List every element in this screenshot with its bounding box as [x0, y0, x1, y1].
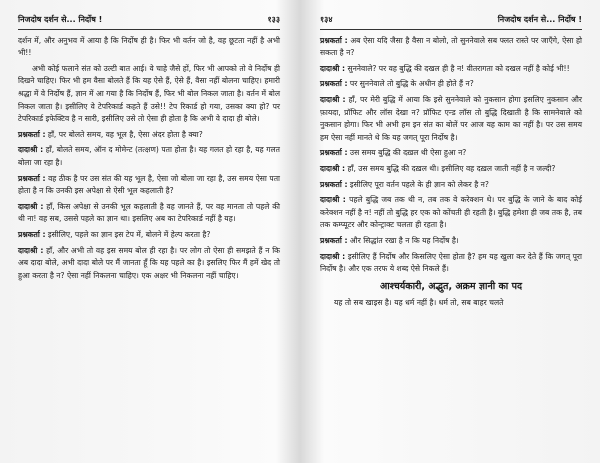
speaker-label: दादाश्री :	[320, 163, 346, 173]
dialogue-question: प्रश्नकर्ता : वह ठीक है पर उस संत की यह भूल है, ऐसा जो बोला जा रहा है, उस समय ऐसा पता होता है न कि उनकी इस अपेक्षा से ऐसी भूल कहलाती है?	[18, 173, 280, 196]
paragraph: दर्शन में, और अनुभव में आया है कि निर्दोष ही है। फिर भी वर्तन जो है, वह छूटता नहीं है अभी भी!!	[18, 35, 280, 58]
paragraph: अभी कोई फलाने संत को उल्टी बात आई। वे चाहे जैसे हों, फिर भी आपको तो वे निर्दोष ही दिखने चाहिए। फिर भी हम वैसा बोलते हैं कि यह ऐसे हैं, ऐसे हैं, वैसा नहीं बोलना चाहिए। हमारी श्रद्धा में वे निर्दोष हैं, ज्ञान में आ गया है कि निर्दोष हैं, फिर भी बोल निकल जाता है। वर्तन में बोल निकल जाता है। इसीलिए वे टेपरिकार्ड कहते हैं उसे!! टेप रिकार्ड हो गया, उसका क्या हो? पर टेपरिकार्ड इफेक्टिव है न सारी, इसीलिए उसे तो ऐसा ही होता है कि अभी वे दादा ही बोले।	[18, 63, 280, 124]
speaker-label: प्रश्नकर्ता :	[18, 173, 46, 183]
speaker-label: प्रश्नकर्ता :	[320, 179, 348, 189]
speaker-label: दादाश्री :	[18, 245, 44, 255]
speaker-label: दादाश्री :	[320, 63, 346, 73]
left-page-header	[18, 14, 280, 30]
dialogue-question: प्रश्नकर्ता : अब ऐसा यदि जैसा है वैसा न बोलो, तो सुननेवाले सब फ्लत रास्ते पर जाएँगे, ऐसा हो सकता है न?	[320, 35, 582, 58]
speaker-label: दादाश्री :	[320, 195, 346, 205]
dialogue-answer: दादाश्री : हाँ, उस समय बुद्धि की दख़ल थी। इसीलिए वह दख़ल जाती नहीं है न जल्दी?	[320, 163, 556, 173]
dialogue-answer: दादाश्री : सुननेवाले? पर वह बुद्धि की दखल ही है न! वीतरागता को दखल नहीं है कोई भी!!	[320, 63, 570, 73]
left-header-title: निजदोष दर्शन से... निर्दोष !	[18, 15, 103, 24]
dialogue-question: प्रश्नकर्ता : पर सुननेवाले तो बुद्धि के अधीन ही होते हैं न?	[320, 79, 474, 89]
right-page	[320, 14, 582, 454]
dialogue-question: प्रश्नकर्ता : और सिद्धांत रखा है न कि यह निर्दोष है।	[320, 235, 459, 245]
speaker-label: दादाश्री :	[18, 201, 44, 211]
dialogue-answer: दादाश्री : पहले बुद्धि जब तक थी न, तब तक वे करेक्शन थे। पर बुद्धि के जाने के बाद कोई करेक्शन नहीं है न! नहीं तो बुद्धि हर एक को कोंचती ही रहती है। बुद्धि हमेशा ही जब तक है, तब तक कम्प्यूटर और कोन्ट्राक्ट चलता ही रहता है।	[320, 195, 582, 230]
right-header-title: निजदोष दर्शन से... निर्दोष !	[497, 15, 582, 24]
dialogue-answer: दादाश्री : हाँ, और अभी तो वह इस समय बोल ही रहा है। पर लोग तो ऐसा ही समझते हैं न कि अब दादा बोले, अभी दादा बोले पर मैं जानता हूँ कि यह पहले का है। इसलिए फिर मैं हमें खेद तो हुआ करता है न? ऐसा नहीं निकलना चाहिए। एक अक्षर भी निकलना नहीं चाहिए।	[18, 245, 281, 280]
left-page-number: १३३	[267, 15, 280, 24]
dialogue-answer: दादाश्री : इसीलिए हैं निर्दोष और किसलिए ऐसा होता है? हम यह खुला कर देते हैं कि जगत् पूरा निर्दोष है। और एक तरफ ये शब्द ऐसे निकले हैं।	[320, 251, 583, 274]
right-page-number: १३४	[320, 15, 333, 24]
right-page-header	[320, 14, 582, 30]
speaker-label: प्रश्नकर्ता :	[320, 235, 348, 245]
dialogue-question: प्रश्नकर्ता : इसीलिए, पहले का ज्ञान इस टेप में, बोलने में हेल्प करता है?	[18, 229, 211, 239]
speaker-label: दादाश्री :	[18, 145, 44, 155]
speaker-label: दादाश्री :	[320, 251, 346, 261]
dialogue-answer: दादाश्री : हाँ, बोलते समय, ऑन द मोमेन्ट (तत्क्षण) पता होता है। यह गलत हो रहा है, यह गलत बोला जा रहा है।	[18, 145, 280, 167]
dialogue-question: प्रश्नकर्ता : इसीलिए पूरा वर्तन पहले के ही ज्ञान को लेकर है न?	[320, 179, 489, 189]
dialogue-question: प्रश्नकर्ता : हाँ, पर बोलते समय, वह भूल है, ऐसा अंदर होता है क्या?	[18, 129, 203, 139]
left-page	[18, 14, 280, 454]
speaker-label: प्रश्नकर्ता :	[320, 79, 348, 89]
dialogue-answer: दादाश्री : हाँ, पर मेरी बुद्धि में आया कि इसे सुननेवाले को नुकसान होगा इसलिए नुकसान और फ़ायदा, प्रॉफिट और लॉस देखा न? प्रॉफिट एन्ड लॉस तो बुद्धि दिखाती है कि सामनेवाले को नुकसान होगा। फिर भी अभी हम इन संत का बोलें पर आज यह काम का नहीं है। पर उस समय हम ऐसा नहीं मानते थे कि यह जगत् पूरा निर्दोष है।	[320, 94, 582, 142]
speaker-label: प्रश्नकर्ता :	[18, 229, 46, 239]
speaker-label: दादाश्री :	[320, 94, 346, 104]
speaker-label: प्रश्नकर्ता :	[320, 35, 348, 45]
section-heading: आश्चर्यकारी, अद्भुत, अक्रम ज्ञानी का पद	[379, 280, 523, 292]
dialogue-question: प्रश्नकर्ता : उस समय बुद्धि की दख़ल थी ऐसा हुआ न?	[320, 148, 467, 158]
dialogue-answer: दादाश्री : हाँ, किस अपेक्षा से उनकी भूल कहलाती है वह जानते हैं, पर वह मानता तो पहले की थी ना! वह सब, उससे पहले का ज्ञान था। इसलिए अब का टेपरिकार्ड नहीं है यह।	[18, 201, 280, 224]
speaker-label: प्रश्नकर्ता :	[18, 129, 46, 139]
speaker-label: प्रश्नकर्ता :	[320, 148, 348, 158]
paragraph: यह तो सब खाइस है। यह धर्म नहीं है। धर्म तो, सब बाहर चलते	[334, 298, 504, 308]
